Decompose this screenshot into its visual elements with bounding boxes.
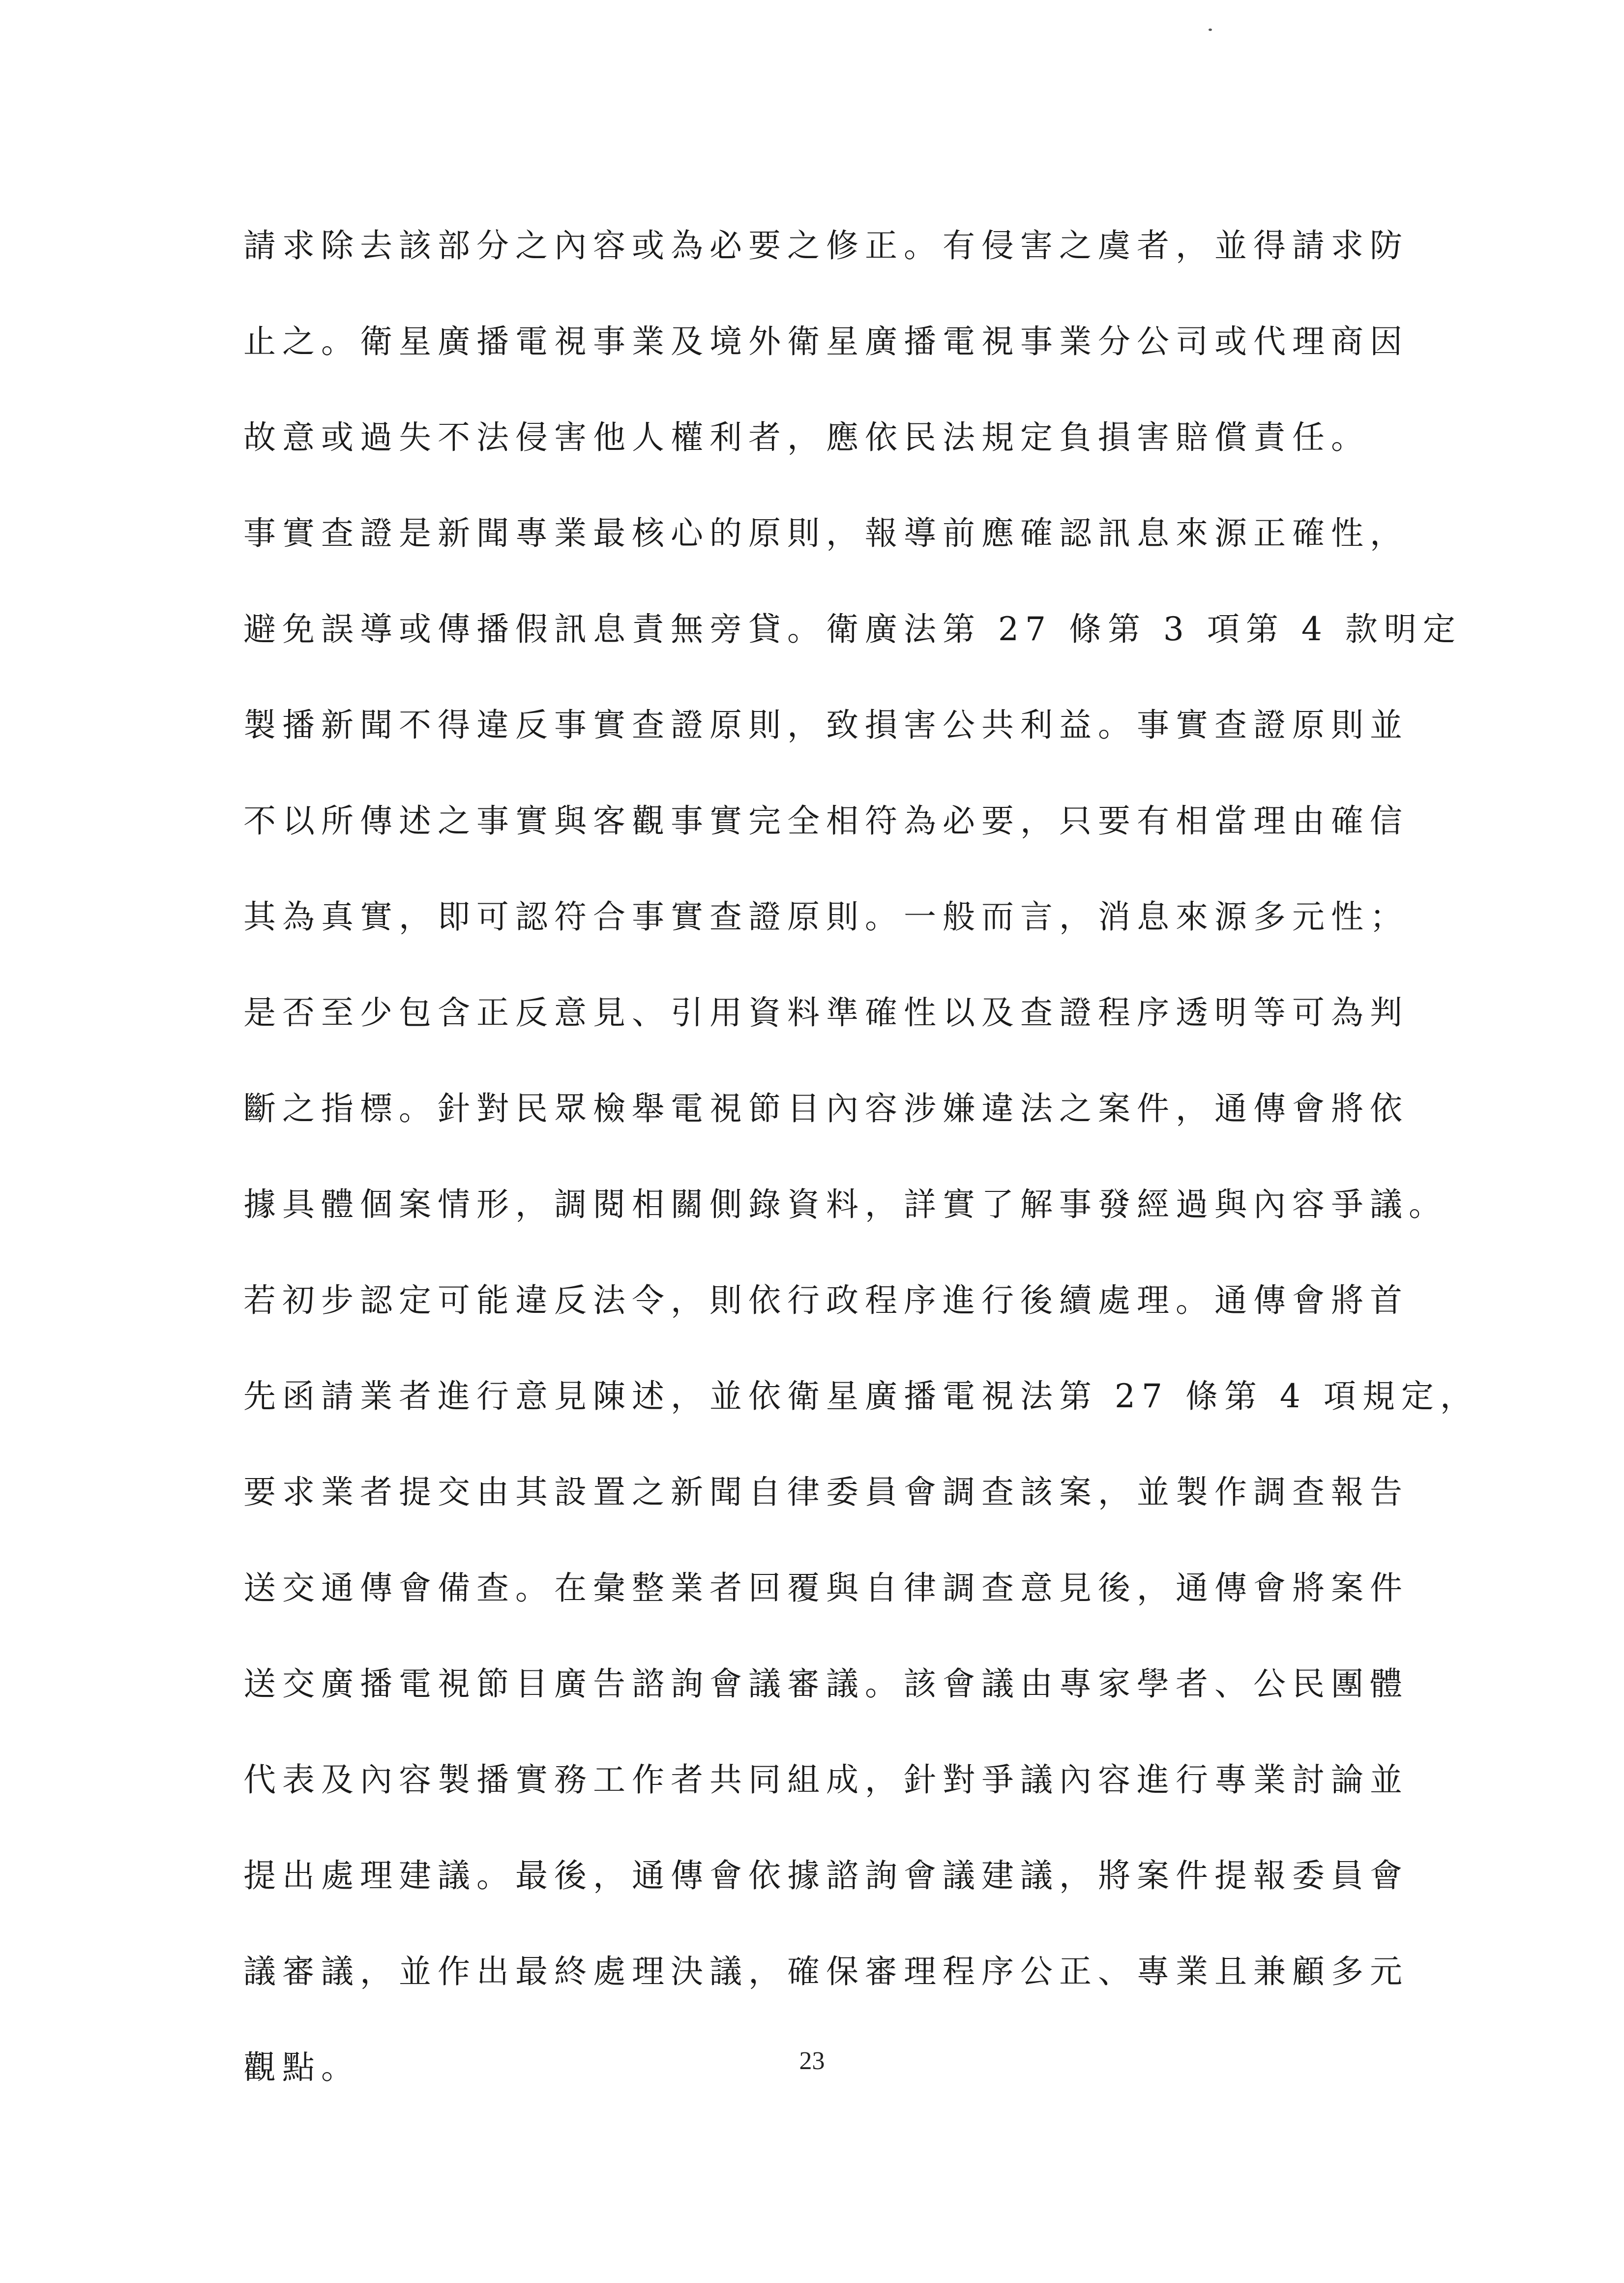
text-line: 製播新聞不得違反事實查證原則，致損害公共利益。事實查證原則並 xyxy=(243,706,1409,744)
page-number: 23 xyxy=(799,2047,825,2075)
text-line: 事實查證是新聞專業最核心的原則，報導前應確認訊息來源正確性， xyxy=(243,514,1409,552)
text-line: 其為真實，即可認符合事實查證原則。一般而言，消息來源多元性； xyxy=(243,898,1409,936)
text-line: 觀點。 xyxy=(243,2048,360,2086)
text-line: 請求除去該部分之內容或為必要之修正。有侵害之虞者，並得請求防 xyxy=(243,227,1409,265)
text-line: 議審議，並作出最終處理決議，確保審理程序公正、專業且兼顧多元 xyxy=(243,1953,1409,1990)
text-line: 送交廣播電視節目廣告諮詢會議審議。該會議由專家學者、公民團體 xyxy=(243,1665,1409,1703)
text-line: 不以所傳述之事實與客觀事實完全相符為必要，只要有相當理由確信 xyxy=(243,802,1409,840)
text-line: 若初步認定可能違反法令，則依行政程序進行後續處理。通傳會將首 xyxy=(243,1281,1409,1319)
text-line: 斷之指標。針對民眾檢舉電視節目內容涉嫌違法之案件，通傳會將依 xyxy=(243,1090,1409,1127)
text-line: 據具體個案情形，調閱相關側錄資料，詳實了解事發經過與內容爭議。 xyxy=(243,1186,1447,1223)
text-line: 代表及內容製播實務工作者共同組成，針對爭議內容進行專業討論並 xyxy=(243,1761,1409,1799)
body-text xyxy=(243,211,1479,2129)
text-line: 故意或過失不法侵害他人權利者，應依民法規定負損害賠償責任。 xyxy=(243,418,1370,456)
text-line: 避免誤導或傳播假訊息責無旁貸。衛廣法第 27 條第 3 項第 4 款明定 xyxy=(243,610,1462,648)
scan-speck xyxy=(1209,29,1212,31)
text-line: 先函請業者進行意見陳述，並依衛星廣播電視法第 27 條第 4 項規定， xyxy=(243,1377,1479,1415)
text-line: 要求業者提交由其設置之新聞自律委員會調查該案，並製作調查報告 xyxy=(243,1473,1409,1511)
text-line: 送交通傳會備查。在彙整業者回覆與自律調查意見後，通傳會將案件 xyxy=(243,1569,1409,1607)
text-line: 提出處理建議。最後，通傳會依據諮詢會議建議，將案件提報委員會 xyxy=(243,1857,1409,1895)
text-line: 是否至少包含正反意見、引用資料準確性以及查證程序透明等可為判 xyxy=(243,994,1409,1032)
text-line: 止之。衛星廣播電視事業及境外衛星廣播電視事業分公司或代理商因 xyxy=(243,323,1409,360)
